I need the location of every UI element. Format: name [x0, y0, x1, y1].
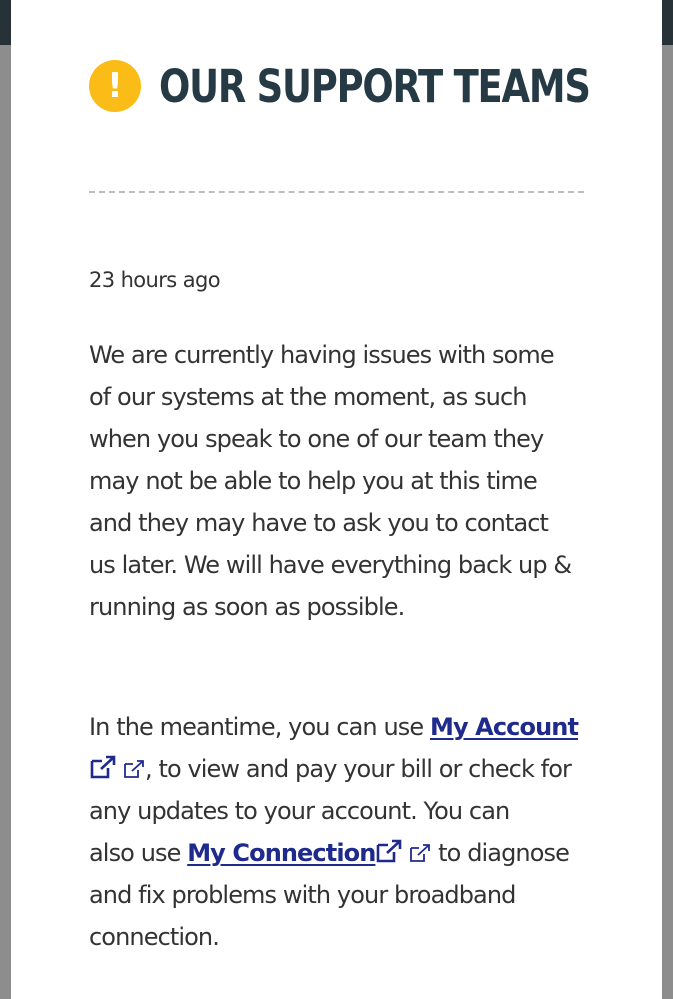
modal-title: OUR SUPPORT TEAMS — [159, 59, 590, 113]
exclamation-circle-icon: ! — [89, 60, 141, 112]
notice-line: may not be able to help you at this time — [89, 467, 537, 495]
help-line — [89, 832, 599, 874]
notice-line: and they may have to ask you to contact — [89, 509, 549, 537]
notice-paragraph — [89, 334, 599, 628]
my-account-link[interactable]: My Account — [429, 713, 579, 741]
help-line: any updates to your account. You can — [89, 797, 510, 825]
notice-line: us later. We will have everything back up & — [89, 551, 572, 579]
external-link-icon[interactable] — [409, 843, 431, 863]
help-text: , to view and pay your bill or check for — [145, 755, 571, 783]
external-link-icon[interactable] — [375, 839, 403, 863]
modal-header — [89, 55, 662, 117]
help-text: to diagnose — [431, 839, 569, 867]
external-link-icon[interactable] — [123, 759, 145, 779]
help-line — [89, 706, 599, 748]
dashed-divider — [89, 191, 584, 193]
notice-line: of our systems at the moment, as such — [89, 383, 527, 411]
help-line: and fix problems with your broadband — [89, 881, 516, 909]
support-notice-modal — [11, 0, 662, 999]
help-text: In the meantime, you can use — [89, 713, 430, 741]
timestamp: 23 hours ago — [89, 268, 220, 292]
external-link-icon[interactable] — [89, 755, 117, 779]
help-text: also use — [89, 839, 188, 867]
help-line: connection. — [89, 923, 219, 951]
notice-line: when you speak to one of our team they — [89, 425, 544, 453]
help-line — [89, 748, 599, 790]
help-paragraph — [89, 706, 599, 958]
notice-line: We are currently having issues with some — [89, 341, 554, 369]
notice-line: running as soon as possible. — [89, 593, 405, 621]
my-connection-link[interactable]: My Connection — [187, 839, 376, 867]
